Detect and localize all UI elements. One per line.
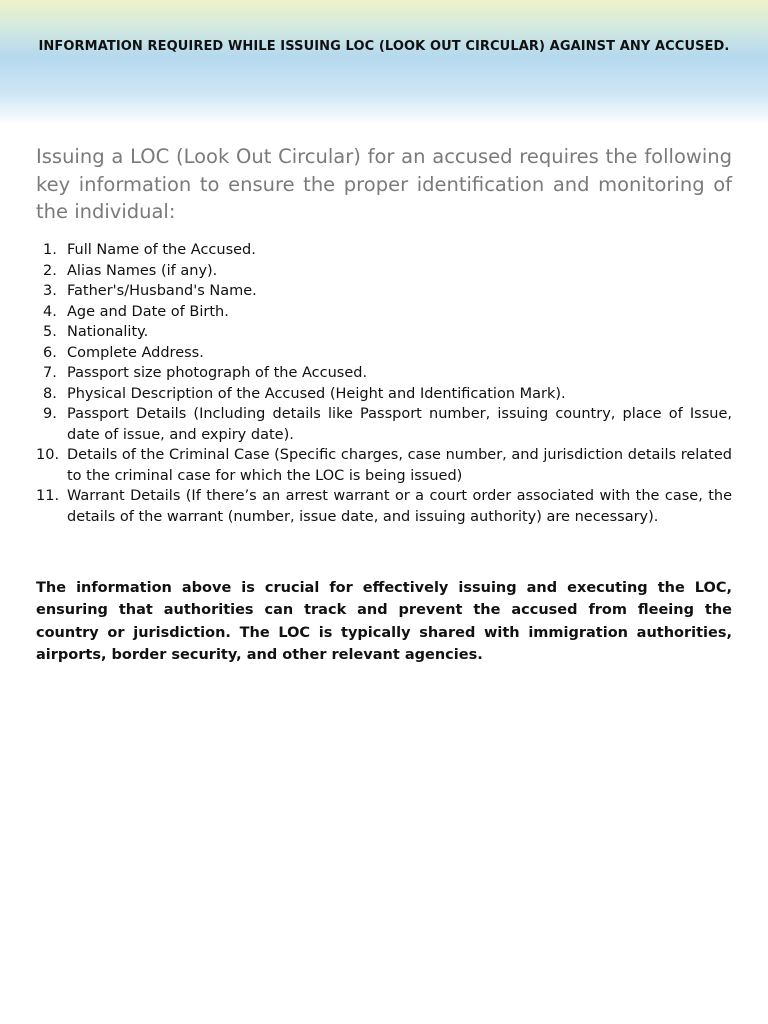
- list-item-text: Full Name of the Accused.: [67, 242, 256, 258]
- list-item: [36, 343, 732, 364]
- list-item-number: 1.: [43, 242, 57, 258]
- list-item-number: 10.: [36, 447, 60, 463]
- header-banner: [0, 0, 768, 125]
- list-item: [36, 261, 732, 282]
- list-item-number: 6.: [43, 344, 57, 361]
- list-item-text: Alias Names (if any).: [67, 262, 218, 279]
- list-item-number: 2.: [43, 262, 57, 279]
- list-item: [36, 322, 732, 343]
- list-item-number: 5.: [43, 324, 57, 340]
- list-item-number: 8.: [43, 385, 57, 402]
- list-item-number: 11.: [36, 488, 60, 504]
- list-item-number: 3.: [43, 283, 57, 299]
- list-item-text: Father's/Husband's Name.: [67, 283, 257, 299]
- requirements-list: [36, 240, 732, 527]
- closing-paragraph: The information above is crucial for effectively issuing and executing the LOC, ensuring that authorities can track and prevent the accused from fleeing the country or jurisdiction. The LOC is typically shared with immigration authorities, airports, border security, and other relevant agencies.: [36, 580, 732, 663]
- list-item: [36, 240, 732, 261]
- page-title: INFORMATION REQUIRED WHILE ISSUING LOC (LOOK OUT CIRCULAR) AGAINST ANY ACCUSED.: [38, 39, 730, 54]
- list-item-number: 7.: [43, 365, 57, 381]
- list-item-number: 9.: [43, 406, 57, 422]
- list-item: [36, 404, 732, 445]
- list-item: [36, 445, 732, 486]
- list-item-text: Passport size photograph of the Accused.: [67, 365, 368, 381]
- list-item-text: Warrant Details (If there’s an arrest warrant or a court order associated with the case, the details of the warrant (number, issue date, and issuing authority) are necessary).: [67, 488, 732, 525]
- list-item-text: Physical Description of the Accused (Height and Identification Mark).: [67, 385, 566, 402]
- list-item: [36, 384, 732, 405]
- list-item: [36, 486, 732, 527]
- list-item-text: Nationality.: [67, 324, 149, 340]
- list-item-text: Age and Date of Birth.: [67, 303, 229, 320]
- list-item-text: Details of the Criminal Case (Specific charges, case number, and jurisdiction details related to the criminal case for which the LOC is being issued): [67, 447, 732, 484]
- list-item: [36, 363, 732, 384]
- list-item: [36, 302, 732, 323]
- list-item-text: Passport Details (Including details like Passport number, issuing country, place of Issue, date of issue, and expiry date).: [67, 406, 732, 443]
- intro-paragraph: Issuing a LOC (Look Out Circular) for an accused requires the following key information to ensure the proper identification and monitoring of the individual:: [36, 145, 732, 223]
- list-item-number: 4.: [43, 303, 57, 320]
- list-item: [36, 281, 732, 302]
- list-item-text: Complete Address.: [67, 344, 204, 361]
